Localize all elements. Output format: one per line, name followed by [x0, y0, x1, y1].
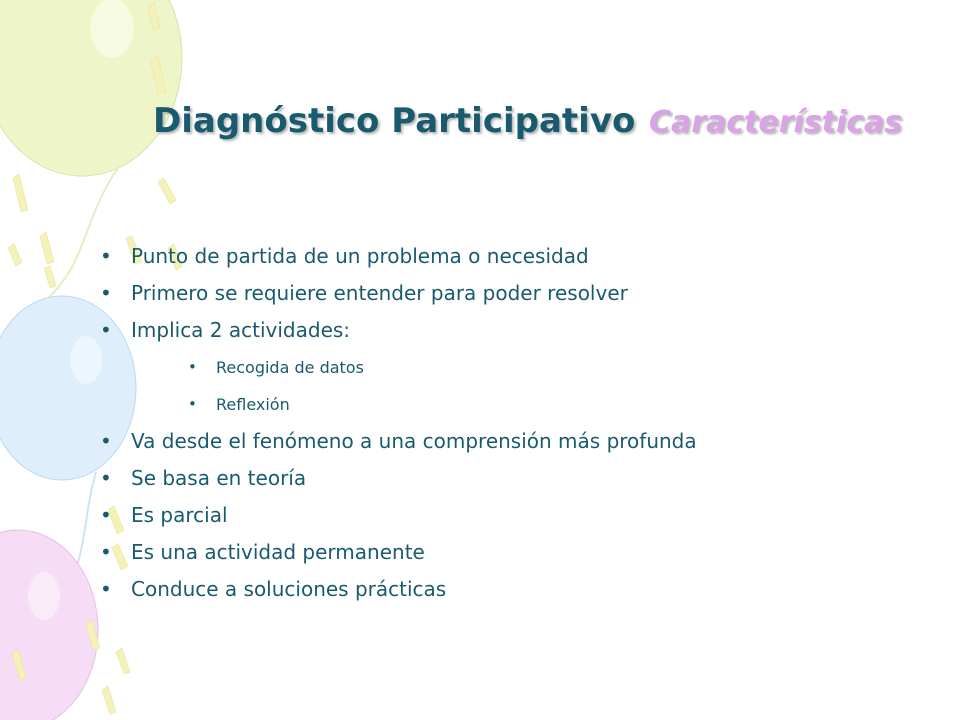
title-subtitle: Características [648, 105, 903, 140]
bullet-item: • Implica 2 actividades: [100, 312, 697, 349]
bullet-item: • Se basa en teoría [100, 460, 697, 497]
pink-balloon-icon [0, 530, 98, 720]
title-main: Diagnóstico Participativo [153, 101, 636, 141]
bullet-item: • Va desde el fenómeno a una comprensión más profunda [100, 423, 697, 460]
bullet-item: • Primero se requiere entender para poder resolver [100, 275, 697, 312]
bullet-item: • Es una actividad permanente [100, 534, 697, 571]
bullet-list [100, 238, 697, 608]
bullet-item: • Punto de partida de un problema o necesidad [100, 238, 697, 275]
sub-bullet-item: • Recogida de datos [100, 349, 697, 386]
bullet-item: • Es parcial [100, 497, 697, 534]
slide-title [153, 101, 902, 141]
sub-bullet-item: • Reflexión [100, 386, 697, 423]
bullet-item: • Conduce a soluciones prácticas [100, 571, 697, 608]
